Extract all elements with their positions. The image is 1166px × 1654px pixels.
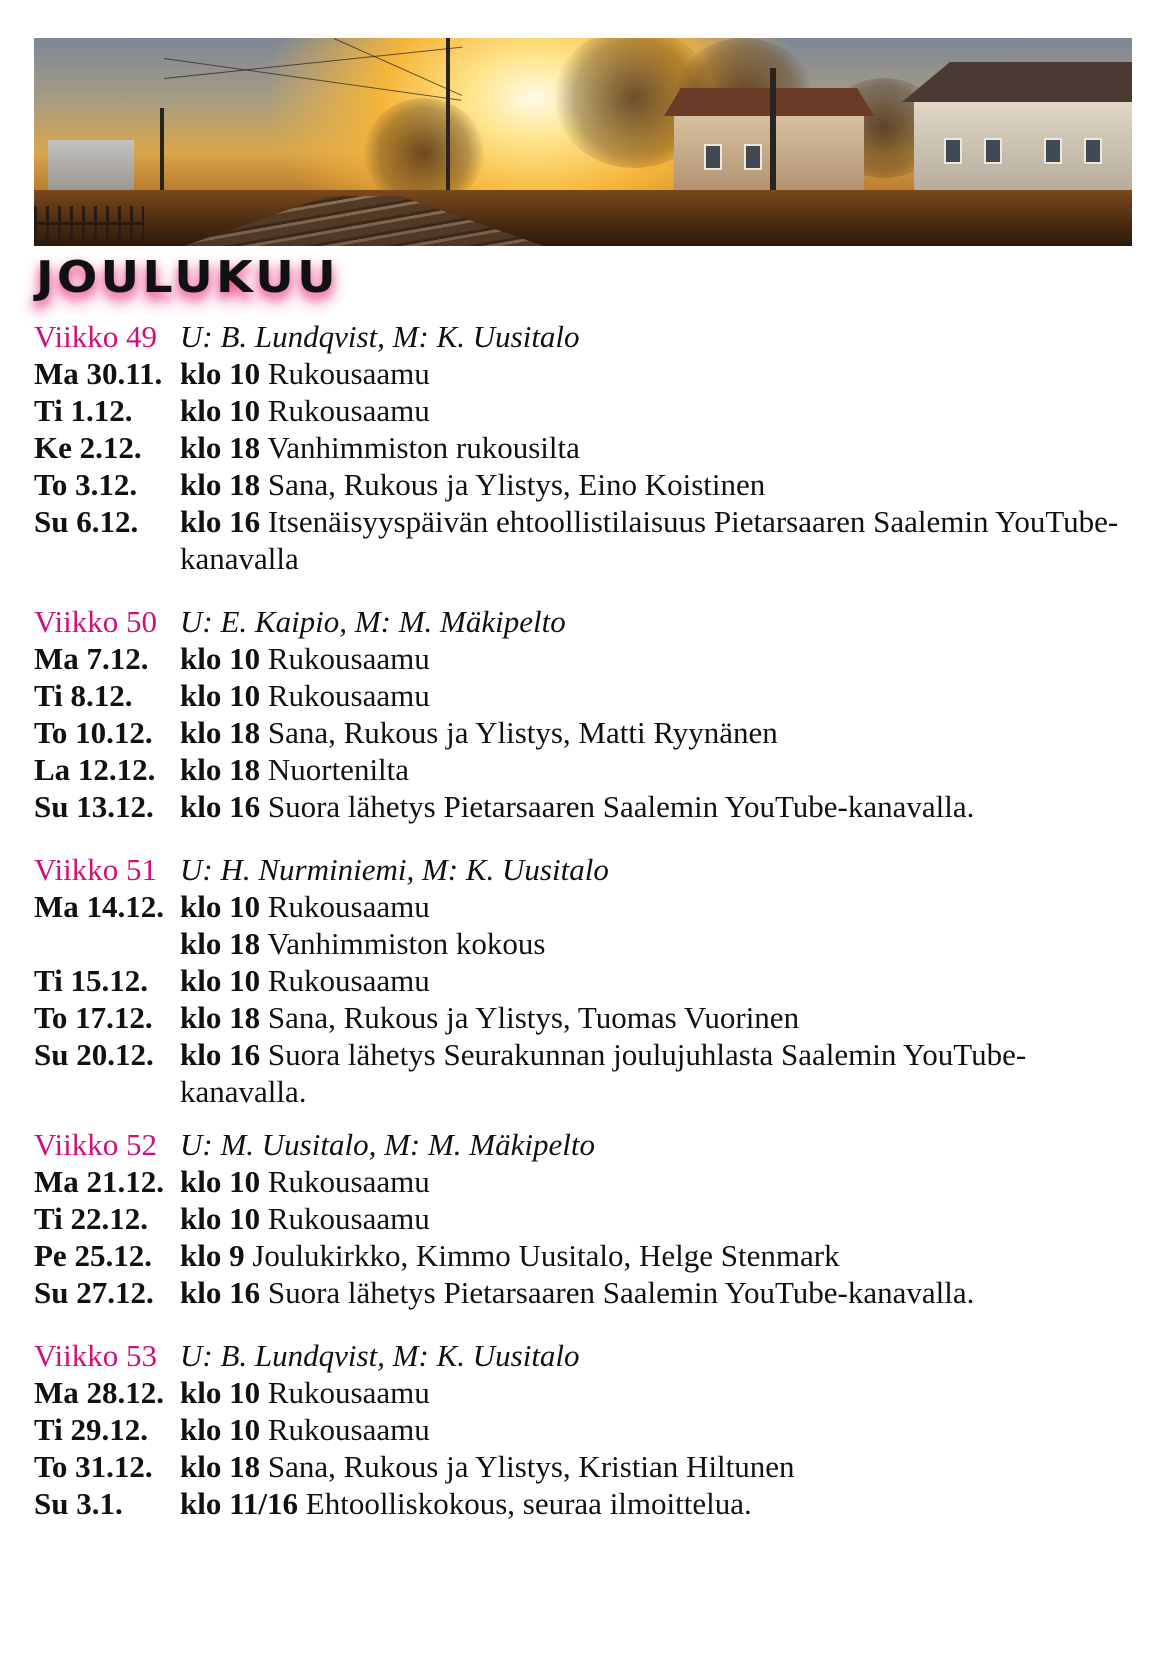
day-date: Su 20.12.	[34, 1037, 154, 1072]
schedule-row	[34, 677, 1132, 714]
event-time: klo 16	[180, 1275, 261, 1310]
event-entry	[180, 392, 1132, 429]
event-time: klo 18	[180, 1000, 261, 1035]
event-time: klo 10	[180, 1164, 261, 1199]
schedule-row	[34, 503, 1132, 577]
event-time: klo 18	[180, 1449, 261, 1484]
schedule-row	[34, 429, 1132, 466]
event-entry	[180, 788, 1132, 825]
month-title: JOULUKUU	[36, 252, 339, 303]
schedule-row	[34, 962, 1132, 999]
day-date: Ti 15.12.	[34, 963, 148, 998]
event-entry	[180, 925, 1132, 962]
day-date: Ti 8.12.	[34, 678, 133, 713]
event-time: klo 18	[180, 715, 261, 750]
week-label: Viikko 50	[34, 604, 158, 639]
event-text: Ehtoolliskokous, seuraa ilmoittelua.	[305, 1486, 752, 1521]
day-date: Ma 30.11.	[34, 356, 163, 391]
week-header	[34, 603, 1132, 640]
week-block	[34, 851, 1132, 1110]
schedule-row	[34, 714, 1132, 751]
event-text: Rukousaamu	[267, 889, 430, 924]
week-block	[34, 603, 1132, 825]
event-text: Rukousaamu	[267, 1164, 430, 1199]
event-time: klo 18	[180, 752, 261, 787]
week-staff: U: B. Lundqvist, M: K. Uusitalo	[180, 1338, 580, 1373]
week-staff: U: E. Kaipio, M: M. Mäkipelto	[180, 604, 566, 639]
event-text: Rukousaamu	[267, 393, 430, 428]
day-date: Ti 1.12.	[34, 393, 133, 428]
week-label: Viikko 51	[34, 852, 158, 887]
event-text: Suora lähetys Pietarsaaren Saalemin YouTube-kanavalla.	[267, 1275, 975, 1310]
week-header	[34, 1337, 1132, 1374]
day-date: To 10.12.	[34, 715, 153, 750]
schedule-row	[34, 1374, 1132, 1411]
event-time: klo 10	[180, 1375, 261, 1410]
day-date: To 31.12.	[34, 1449, 153, 1484]
event-entry	[180, 1411, 1132, 1448]
schedule-row	[34, 1237, 1132, 1274]
event-text: Rukousaamu	[267, 1375, 430, 1410]
day-date: Su 6.12.	[34, 504, 139, 539]
event-time: klo 10	[180, 356, 261, 391]
event-time: klo 18	[180, 467, 261, 502]
event-entry	[180, 1274, 1132, 1311]
event-text: Rukousaamu	[267, 963, 430, 998]
event-time: klo 10	[180, 963, 261, 998]
day-date: Ke 2.12.	[34, 430, 142, 465]
event-entry	[180, 1036, 1132, 1110]
schedule-row	[34, 1274, 1132, 1311]
schedule-row	[34, 1448, 1132, 1485]
day-date: La 12.12.	[34, 752, 156, 787]
window	[704, 144, 722, 170]
day-date: Su 13.12.	[34, 789, 154, 824]
event-entry	[180, 503, 1132, 577]
event-entry	[180, 751, 1132, 788]
event-time: klo 16	[180, 789, 261, 824]
week-staff: U: B. Lundqvist, M: K. Uusitalo	[180, 319, 580, 354]
day-date: To 17.12.	[34, 1000, 153, 1035]
schedule-row	[34, 392, 1132, 429]
event-text: Rukousaamu	[267, 678, 430, 713]
day-date: Ti 29.12.	[34, 1412, 148, 1447]
schedule-row	[34, 1485, 1132, 1522]
event-text: Joulukirkko, Kimmo Uusitalo, Helge Stenmark	[252, 1238, 840, 1273]
event-text: Itsenäisyyspäivän ehtoollistilaisuus Pietarsaaren Saalemin YouTube-kanavalla	[180, 504, 1119, 576]
schedule-row	[34, 1411, 1132, 1448]
sunset-railway-photo	[34, 38, 1132, 246]
schedule-row	[34, 751, 1132, 788]
event-entry	[180, 466, 1132, 503]
event-time: klo 10	[180, 393, 261, 428]
week-header	[34, 1126, 1132, 1163]
event-entry	[180, 677, 1132, 714]
day-date: Ma 7.12.	[34, 641, 149, 676]
event-entry	[180, 1448, 1132, 1485]
event-time: klo 9	[180, 1238, 245, 1273]
event-entry	[180, 355, 1132, 392]
event-text: Nuortenilta	[267, 752, 410, 787]
event-text: Sana, Rukous ja Ylistys, Eino Koistinen	[267, 467, 766, 502]
event-entry	[180, 429, 1132, 466]
event-time: klo 10	[180, 678, 261, 713]
schedule-row	[34, 466, 1132, 503]
event-time: klo 18	[180, 926, 261, 961]
event-time: klo 10	[180, 889, 261, 924]
schedule-row	[34, 925, 1132, 962]
day-date: Pe 25.12.	[34, 1238, 152, 1273]
event-entry	[180, 1200, 1132, 1237]
day-date: Ma 21.12.	[34, 1164, 165, 1199]
event-text: Sana, Rukous ja Ylistys, Tuomas Vuorinen	[267, 1000, 800, 1035]
event-entry	[180, 1485, 1132, 1522]
day-date: Ma 28.12.	[34, 1375, 165, 1410]
day-date	[34, 925, 180, 962]
schedule-row	[34, 1036, 1132, 1110]
event-text: Suora lähetys Seurakunnan joulujuhlasta Saalemin YouTube-kanavalla.	[180, 1037, 1027, 1109]
window	[1084, 138, 1102, 164]
week-block	[34, 318, 1132, 577]
event-text: Rukousaamu	[267, 1201, 430, 1236]
event-time: klo 10	[180, 641, 261, 676]
week-label: Viikko 52	[34, 1127, 158, 1162]
day-date: Su 27.12.	[34, 1275, 154, 1310]
event-entry	[180, 1374, 1132, 1411]
event-entry	[180, 888, 1132, 925]
schedule-row	[34, 788, 1132, 825]
event-time: klo 10	[180, 1412, 261, 1447]
schedule-row	[34, 640, 1132, 677]
event-text: Suora lähetys Pietarsaaren Saalemin YouTube-kanavalla.	[267, 789, 975, 824]
week-block	[34, 1337, 1132, 1522]
schedule-row	[34, 999, 1132, 1036]
day-date: To 3.12.	[34, 467, 138, 502]
event-entry	[180, 714, 1132, 751]
fence	[34, 206, 144, 246]
day-date: Ma 14.12.	[34, 889, 165, 924]
event-text: Rukousaamu	[267, 1412, 430, 1447]
window	[984, 138, 1002, 164]
schedule	[34, 318, 1132, 1548]
schedule-row	[34, 1163, 1132, 1200]
event-entry	[180, 1237, 1132, 1274]
event-time: klo 16	[180, 504, 261, 539]
ground	[34, 190, 1132, 246]
event-text: Rukousaamu	[267, 641, 430, 676]
event-text: Sana, Rukous ja Ylistys, Matti Ryynänen	[267, 715, 778, 750]
week-staff: U: H. Nurminiemi, M: K. Uusitalo	[180, 852, 609, 887]
event-text: Vanhimmiston kokous	[267, 926, 546, 961]
event-text: Rukousaamu	[267, 356, 430, 391]
window	[744, 144, 762, 170]
week-label: Viikko 49	[34, 319, 158, 354]
event-time: klo 10	[180, 1201, 261, 1236]
event-text: Vanhimmiston rukousilta	[267, 430, 580, 465]
event-entry	[180, 1163, 1132, 1200]
day-date: Ti 22.12.	[34, 1201, 148, 1236]
event-text: Sana, Rukous ja Ylistys, Kristian Hiltunen	[267, 1449, 795, 1484]
window	[944, 138, 962, 164]
event-entry	[180, 999, 1132, 1036]
event-time: klo 16	[180, 1037, 261, 1072]
window	[1044, 138, 1062, 164]
event-time: klo 11/16	[180, 1486, 299, 1521]
day-date: Su 3.1.	[34, 1486, 123, 1521]
week-label: Viikko 53	[34, 1338, 158, 1373]
week-staff: U: M. Uusitalo, M: M. Mäkipelto	[180, 1127, 595, 1162]
week-block	[34, 1126, 1132, 1311]
event-entry	[180, 640, 1132, 677]
event-time: klo 18	[180, 430, 261, 465]
week-header	[34, 318, 1132, 355]
week-header	[34, 851, 1132, 888]
event-entry	[180, 962, 1132, 999]
schedule-row	[34, 888, 1132, 925]
schedule-row	[34, 1200, 1132, 1237]
schedule-row	[34, 355, 1132, 392]
roof	[664, 88, 874, 116]
